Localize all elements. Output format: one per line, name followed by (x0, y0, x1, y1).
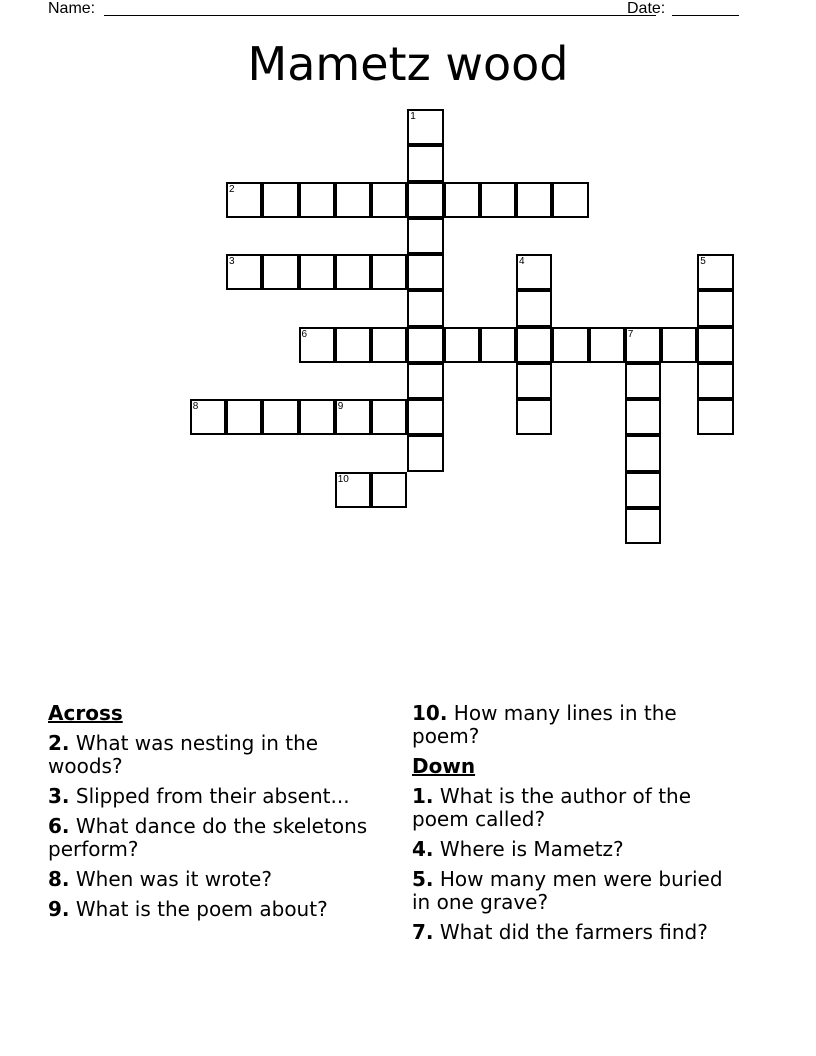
cell-number: 2 (229, 183, 235, 195)
grid-cell[interactable] (625, 363, 661, 399)
grid-cell[interactable] (299, 182, 335, 218)
clue-number: 7. (412, 920, 434, 944)
grid-cell[interactable] (697, 363, 733, 399)
clue-text: How many men were buried in one grave? (412, 867, 723, 914)
grid-cell[interactable] (262, 182, 298, 218)
grid-cell[interactable] (299, 254, 335, 290)
cell-number: 1 (410, 111, 416, 122)
down-heading: Down (412, 754, 476, 778)
grid-cell[interactable] (661, 327, 697, 363)
cell-number: 6 (301, 328, 308, 340)
grid-cell[interactable] (407, 109, 443, 145)
grid-cell[interactable] (480, 182, 516, 218)
grid-cell[interactable] (371, 399, 407, 435)
clue-number: 5. (412, 867, 434, 891)
clue-across-2 (48, 732, 378, 778)
grid-cell[interactable] (516, 327, 552, 363)
grid-cell[interactable] (625, 327, 661, 363)
clue-text: What is the author of the poem called? (412, 784, 692, 831)
grid-cell[interactable] (371, 182, 407, 218)
grid-cell[interactable] (335, 472, 371, 508)
cell-number: 5 (700, 256, 706, 267)
clue-text: When was it wrote? (75, 867, 272, 891)
grid-cell[interactable] (299, 327, 335, 363)
clue-across-8 (48, 868, 378, 891)
grid-cell[interactable] (226, 182, 262, 218)
clue-text: What dance do the skeletons perform? (48, 814, 368, 861)
grid-cell[interactable] (262, 399, 298, 435)
clue-number: 9. (48, 897, 70, 921)
grid-cell[interactable] (335, 327, 371, 363)
clue-across-10 (412, 702, 742, 748)
clue-text: What is the poem about? (75, 897, 328, 921)
cell-number: 9 (337, 401, 344, 412)
clue-number: 10. (412, 701, 448, 725)
clue-number: 2. (48, 731, 70, 755)
grid-cell[interactable] (407, 182, 443, 218)
grid-cell[interactable] (407, 327, 443, 363)
clue-text: Slipped from their absent... (75, 784, 350, 808)
clue-number: 6. (48, 814, 70, 838)
clues-right-column (412, 702, 742, 951)
grid-cell[interactable] (697, 399, 733, 435)
cell-number: 3 (229, 256, 235, 267)
grid-cell[interactable] (625, 472, 661, 508)
grid-cell[interactable] (371, 327, 407, 363)
grid-cell[interactable] (516, 363, 552, 399)
clue-number: 4. (412, 837, 434, 861)
cell-number: 10 (337, 473, 349, 485)
grid-cell[interactable] (299, 399, 335, 435)
grid-cell[interactable] (697, 290, 733, 326)
grid-cell[interactable] (444, 327, 480, 363)
grid-cell[interactable] (480, 327, 516, 363)
grid-cell[interactable] (444, 182, 480, 218)
clues-left-column (48, 702, 378, 928)
grid-cell[interactable] (226, 399, 262, 435)
grid-cell[interactable] (335, 182, 371, 218)
clue-text: What did the farmers find? (439, 920, 708, 944)
grid-cell[interactable] (407, 399, 443, 435)
grid-cell[interactable] (335, 399, 371, 435)
grid-cell[interactable] (262, 254, 298, 290)
clue-across-3 (48, 785, 378, 808)
clue-across-9 (48, 898, 378, 921)
clue-down-7 (412, 921, 742, 944)
grid-cell[interactable] (625, 399, 661, 435)
grid-cell[interactable] (371, 472, 407, 508)
grid-cell[interactable] (516, 399, 552, 435)
grid-cell[interactable] (516, 254, 552, 290)
clue-text: How many lines in the poem? (412, 701, 677, 748)
grid-cell[interactable] (371, 254, 407, 290)
name-label: Name: (48, 0, 96, 17)
grid-cell[interactable] (407, 290, 443, 326)
clue-down-4 (412, 838, 742, 861)
grid-cell[interactable] (407, 435, 443, 471)
cell-number: 8 (192, 401, 199, 412)
cell-number: 4 (519, 256, 525, 267)
clue-down-1 (412, 785, 742, 831)
grid-cell[interactable] (407, 145, 443, 181)
clue-down-5 (412, 868, 742, 914)
grid-cell[interactable] (516, 290, 552, 326)
grid-cell[interactable] (407, 363, 443, 399)
grid-cell[interactable] (589, 327, 625, 363)
clue-text: Where is Mametz? (439, 837, 624, 861)
clue-number: 8. (48, 867, 70, 891)
date-label: Date: (627, 0, 666, 17)
grid-cell[interactable] (407, 218, 443, 254)
grid-cell[interactable] (552, 327, 588, 363)
grid-cell[interactable] (407, 254, 443, 290)
grid-cell[interactable] (625, 508, 661, 544)
clue-number: 1. (412, 784, 434, 808)
grid-cell[interactable] (190, 399, 226, 435)
cell-number: 7 (627, 328, 634, 340)
grid-cell[interactable] (516, 182, 552, 218)
grid-cell[interactable] (625, 435, 661, 471)
clue-text: What was nesting in the woods? (48, 731, 319, 778)
grid-cell[interactable] (335, 254, 371, 290)
grid-cell[interactable] (697, 327, 733, 363)
grid-cell[interactable] (226, 254, 262, 290)
puzzle-title: Mametz wood (247, 37, 569, 91)
clue-across-6 (48, 815, 378, 861)
grid-cell[interactable] (552, 182, 588, 218)
grid-cell[interactable] (697, 254, 733, 290)
across-heading: Across (48, 701, 123, 725)
clue-number: 3. (48, 784, 70, 808)
